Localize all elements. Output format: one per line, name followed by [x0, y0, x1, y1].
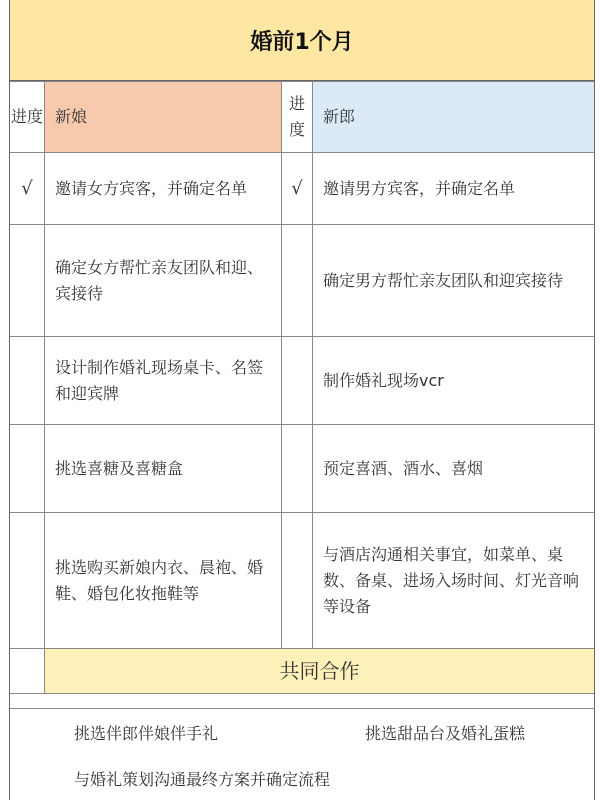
- bride-task: 挑选喜糖及喜糖盒: [45, 425, 282, 513]
- bride-task: 挑选购买新娘内衣、晨袍、婚鞋、婚包化妆拖鞋等: [45, 513, 282, 649]
- joint-section-title: 共同合作: [45, 649, 595, 694]
- table-row: [10, 425, 594, 513]
- joint-row: [10, 709, 594, 755]
- joint-task: 挑选甜品台及婚礼蛋糕: [365, 723, 526, 743]
- joint-task: 与婚礼策划沟通最终方案并确定流程: [74, 769, 331, 789]
- bride-task: 邀请女方宾客，并确定名单: [45, 153, 282, 225]
- groom-task: 预定喜酒、酒水、喜烟: [313, 425, 595, 513]
- groom-task: 邀请男方宾客，并确定名单: [313, 153, 595, 225]
- table-row: [10, 225, 594, 337]
- joint-tasks: [10, 708, 594, 801]
- bride-check-mark[interactable]: [10, 513, 45, 649]
- joint-header-row: [10, 649, 594, 694]
- joint-progress-cell: [10, 649, 45, 694]
- bride-check-mark[interactable]: [10, 425, 45, 513]
- joint-task: 挑选伴郎伴娘伴手礼: [74, 723, 219, 743]
- bride-check-mark[interactable]: [10, 337, 45, 425]
- bride-header: 新娘: [45, 82, 282, 153]
- groom-header: 新郎: [313, 82, 595, 153]
- bride-progress-header: 进度: [10, 82, 45, 153]
- wedding-checklist-sheet: [9, 0, 595, 800]
- bride-check-mark[interactable]: [10, 225, 45, 337]
- bride-task: 设计制作婚礼现场桌卡、名签和迎宾牌: [45, 337, 282, 425]
- page-title: 婚前1个月: [10, 0, 594, 81]
- header-row: [10, 82, 594, 153]
- table-row: [10, 153, 594, 225]
- checklist-table: [10, 81, 594, 694]
- table-row: [10, 513, 594, 649]
- bride-check-mark[interactable]: √: [10, 153, 45, 225]
- groom-check-mark[interactable]: [282, 225, 313, 337]
- groom-task: 确定男方帮忙亲友团队和迎宾接待: [313, 225, 595, 337]
- groom-task: 制作婚礼现场vcr: [313, 337, 595, 425]
- bride-task: 确定女方帮忙亲友团队和迎、宾接待: [45, 225, 282, 337]
- groom-check-mark[interactable]: √: [282, 153, 313, 225]
- groom-check-mark[interactable]: [282, 425, 313, 513]
- groom-check-mark[interactable]: [282, 513, 313, 649]
- groom-progress-header: 进度: [282, 82, 313, 153]
- table-row: [10, 337, 594, 425]
- groom-check-mark[interactable]: [282, 337, 313, 425]
- groom-task: 与酒店沟通相关事宜，如菜单、桌数、备桌、进场入场时间、灯光音响等设备: [313, 513, 595, 649]
